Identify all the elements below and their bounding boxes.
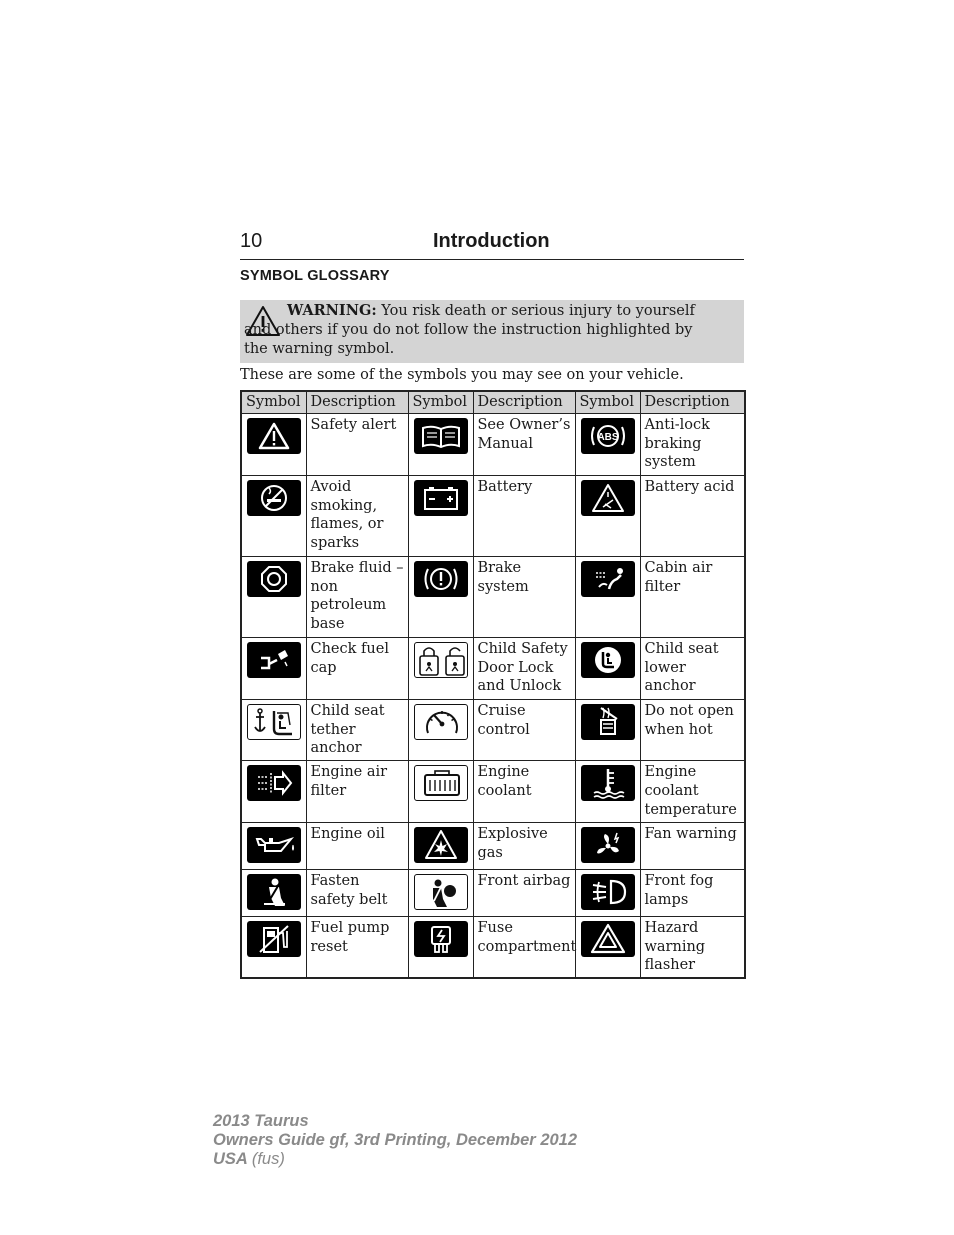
coolant-temperature-icon [581,765,635,801]
explosive-gas-icon [414,827,468,863]
description-cell: Engine air filter [306,761,408,823]
column-header: Description [473,391,575,413]
child-seat-lower-anchor-icon [581,642,635,678]
table-row [241,637,745,699]
description-cell: Do not open when hot [640,699,745,760]
front-airbag-icon [414,874,468,910]
front-fog-lamps-icon [581,874,635,910]
description-cell: Fan warning [640,823,745,870]
description-cell: Child Safety Door Lock and Unlock [473,637,575,699]
description-cell: Fasten safety belt [306,869,408,916]
description-cell: Fuel pump reset [306,916,408,978]
warning-body: You risk death or serious injury to yourself and others if you do not follow the instruction highlighted by the warning symbol. [244,303,695,357]
description-cell: Cabin air filter [640,556,745,637]
footer-edition: Owners Guide gf, 3rd Printing, December 2012 [213,1131,578,1149]
footer-region [213,1150,577,1169]
chapter-title: Introduction [433,230,550,252]
column-header: Symbol [408,391,473,413]
description-cell: Brake system [473,556,575,637]
fuse-compartment-icon [414,921,468,957]
warning-label: WARNING: [287,302,377,319]
warning-box [240,300,744,363]
child-safety-lock-icon [414,642,468,678]
description-cell: Brake fluid – non petroleum base [306,556,408,637]
description-cell: Engine oil [306,823,408,870]
description-cell: Anti-lock braking system [640,413,745,475]
column-header: Symbol [241,391,306,413]
warning-text [244,302,714,358]
table-row [241,823,745,870]
table-row [241,413,745,475]
column-header: Symbol [575,391,640,413]
intro-text: These are some of the symbols you may see on your vehicle. [240,367,684,383]
brake-fluid-icon [247,561,301,597]
table-row [241,761,745,823]
owners-manual-icon [414,418,468,454]
description-cell: Fuse compartment [473,916,575,978]
description-cell: Check fuel cap [306,637,408,699]
description-cell: Battery acid [640,475,745,556]
table-row [241,475,745,556]
hazard-flasher-icon [581,921,635,957]
table-header-row [241,391,745,413]
description-cell: Front airbag [473,869,575,916]
fan-warning-icon [581,827,635,863]
table-row [241,556,745,637]
do-not-open-hot-icon [581,704,635,740]
description-cell: Battery [473,475,575,556]
description-cell: Child seat tether anchor [306,699,408,760]
cabin-air-filter-icon [581,561,635,597]
child-seat-tether-icon [247,704,301,740]
section-title: SYMBOL GLOSSARY [240,268,390,284]
page-number: 10 [240,230,263,252]
column-header: Description [640,391,745,413]
brake-system-icon [414,561,468,597]
description-cell: Engine coolant temperature [640,761,745,823]
description-cell: Hazard warning flasher [640,916,745,978]
engine-air-filter-icon [247,765,301,801]
battery-acid-icon [581,480,635,516]
description-cell: Avoid smoking, flames, or sparks [306,475,408,556]
fuel-cap-icon [247,642,301,678]
description-cell: Safety alert [306,413,408,475]
footer-region-code: (fus) [251,1150,285,1168]
footer-model: 2013 Taurus [213,1112,309,1130]
page-footer [213,1112,577,1169]
footer-country: USA [213,1150,248,1168]
description-cell: Explosive gas [473,823,575,870]
engine-coolant-icon [414,765,468,801]
table-row [241,869,745,916]
description-cell: See Owner’s Manual [473,413,575,475]
page-header [240,227,744,260]
fuel-pump-reset-icon [247,921,301,957]
cruise-control-icon [414,704,468,740]
battery-icon [414,480,468,516]
table-row [241,916,745,978]
abs-icon [581,418,635,454]
safety-alert-icon [247,418,301,454]
seat-belt-icon [247,874,301,910]
table-row [241,699,745,760]
description-cell: Cruise control [473,699,575,760]
no-smoking-icon [247,480,301,516]
description-cell: Front fog lamps [640,869,745,916]
column-header: Description [306,391,408,413]
engine-oil-icon [247,827,301,863]
svg-text:ABS: ABS [596,431,619,443]
description-cell: Engine coolant [473,761,575,823]
symbol-glossary-table [240,390,746,979]
description-cell: Child seat lower anchor [640,637,745,699]
